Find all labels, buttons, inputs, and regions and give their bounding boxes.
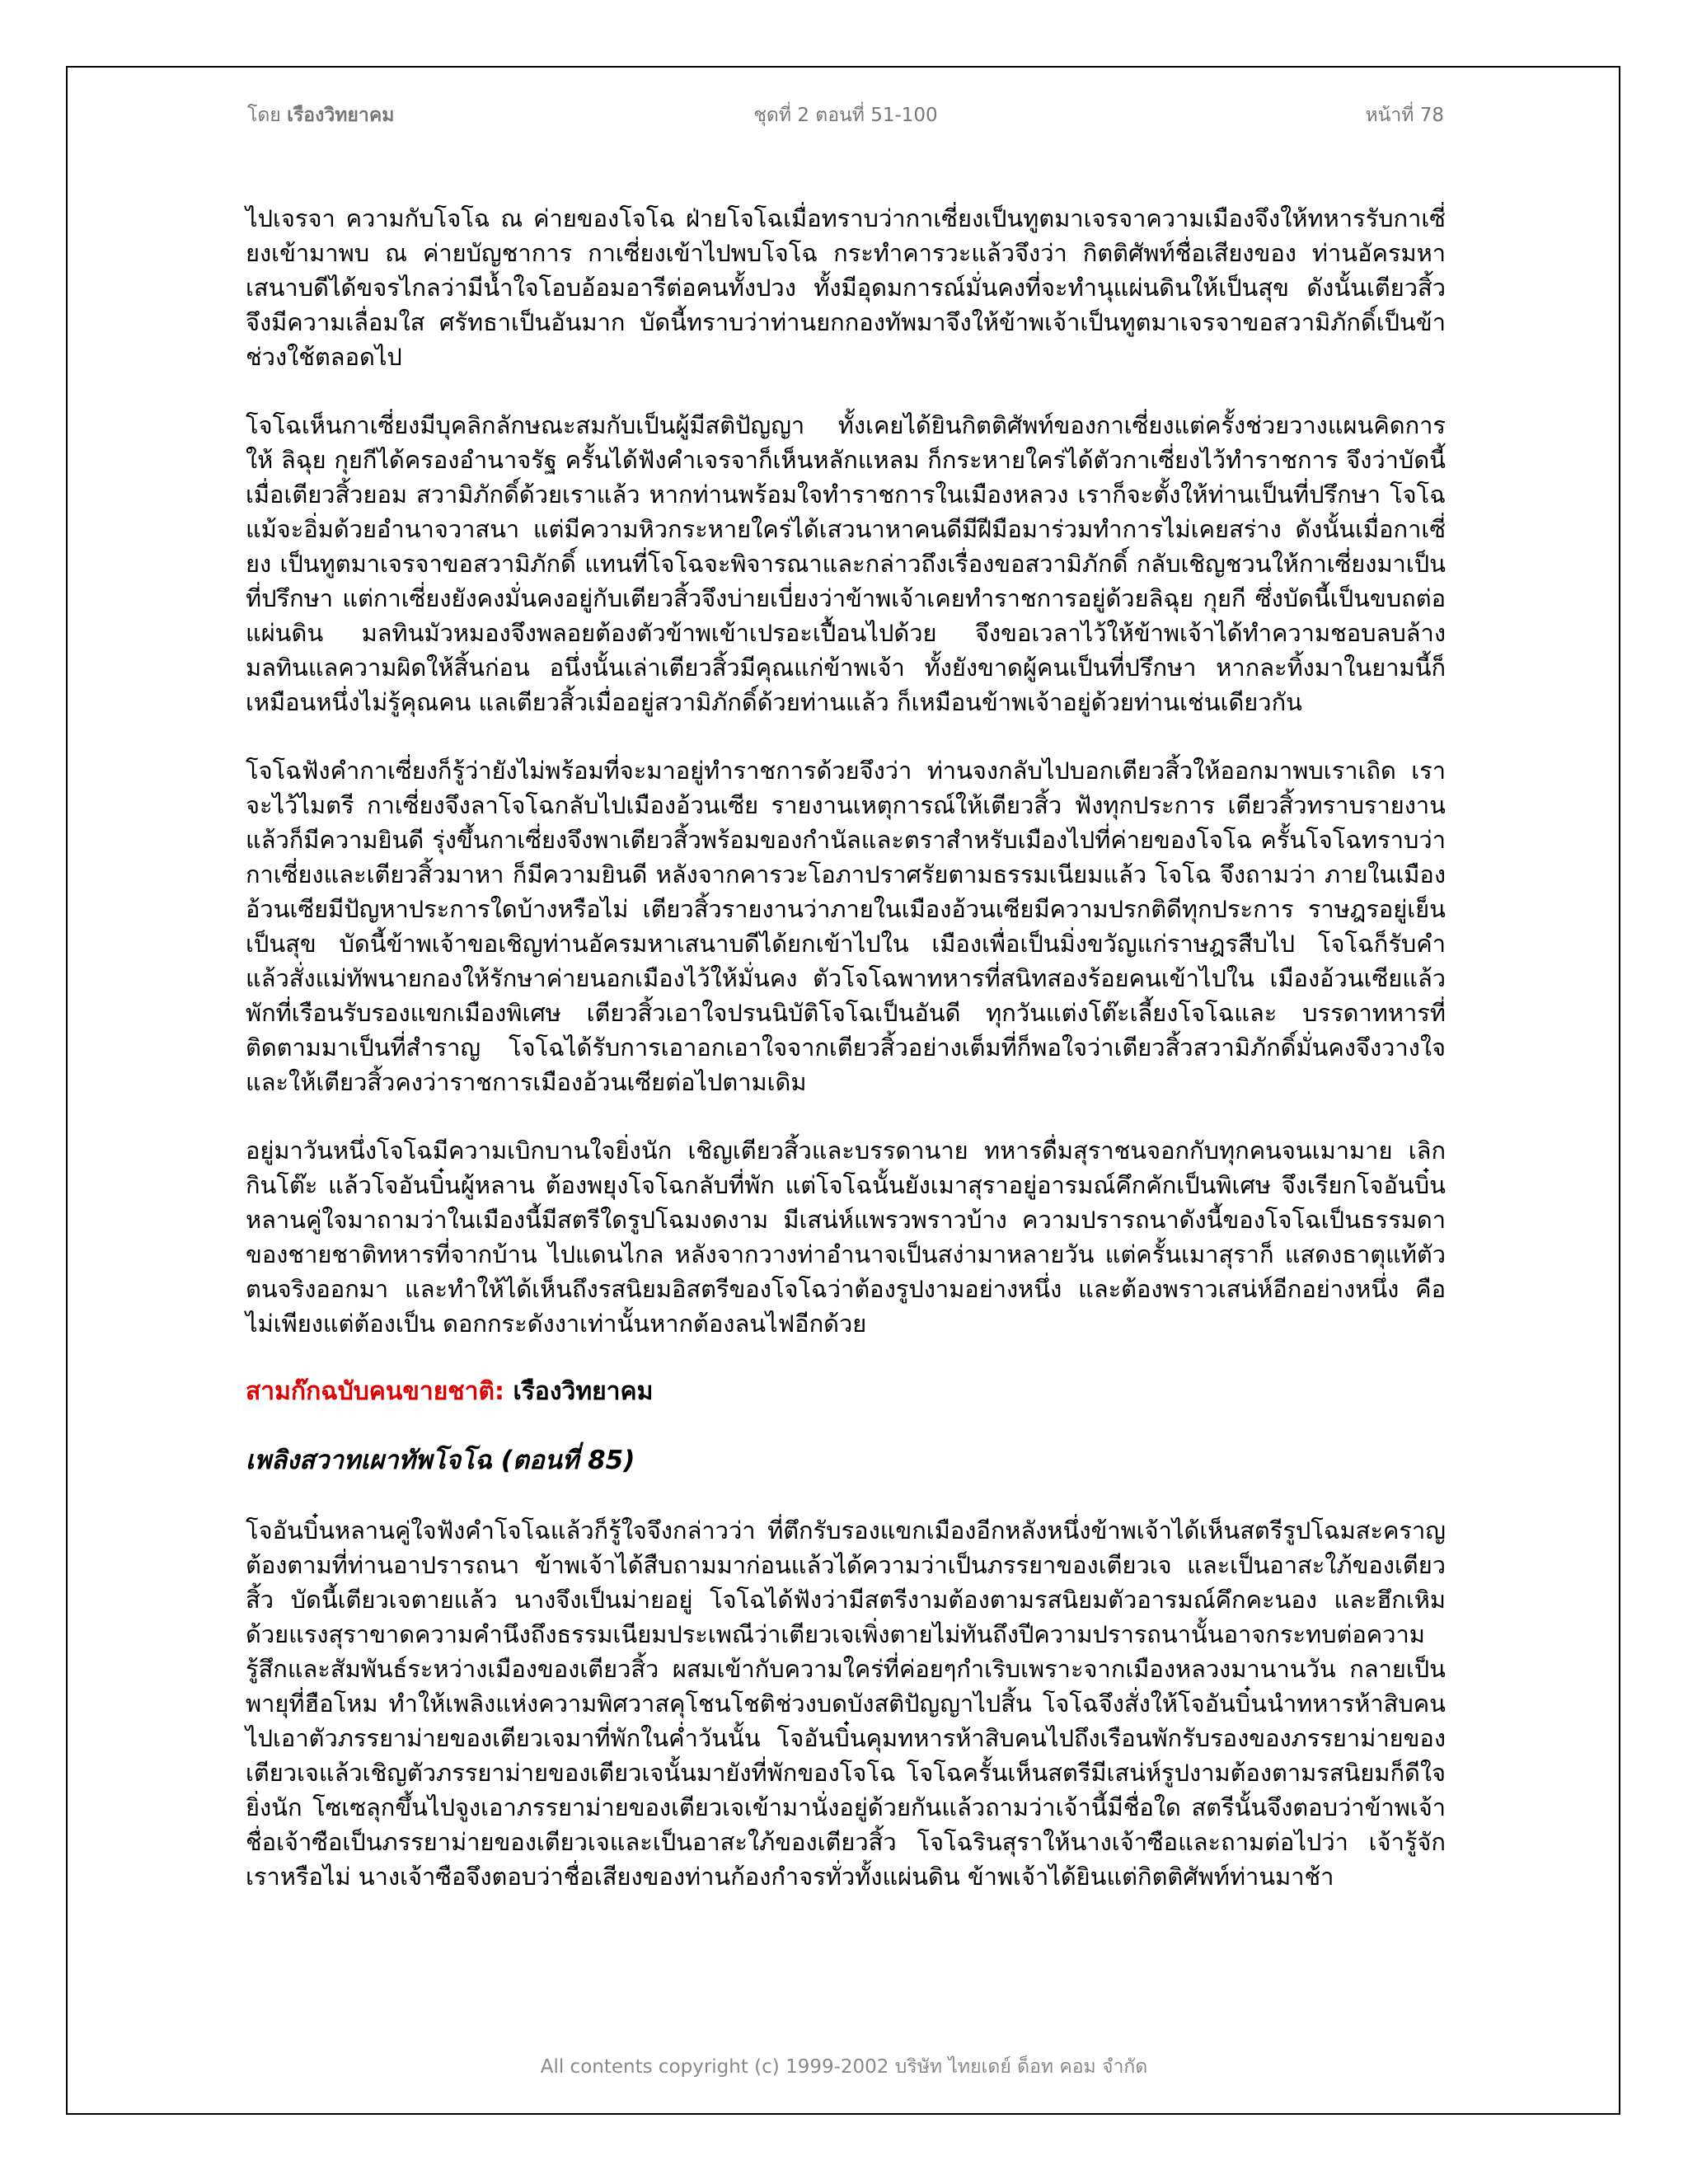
paragraph: อยู่มาวันหนึ่งโจโฉมีความเบิกบานใจยิ่งนัก เชิญเตียวสิ้วและบรรดานาย ทหารดื่มสุราชนจอกกับทุกคนจนเมามาย เลิกกินโต๊ะ แล้วโจอันบิ๋นผู้หลาน ต้องพยุงโจโฉกลับที่พัก แต่โจโฉนั้นยังเมาสุราอยู่อารมณ์คึกคักเป็นพิเศษ จึงเรียกโจอันบิ๋นหลานคู่ใจมาถามว่าในเมืองนี้มีสตรีใดรูปโฉมงดงาม มีเสน่ห์แพรวพราวบ้าง ความปรารถนาดังนี้ของโจโฉเป็นธรรมดาของชายชาติทหารที่จากบ้าน ไปแดนไกล หลังจากวางท่าอำนาจเป็นสง่ามาหลายวัน แต่ครั้นเมาสุราก็ แสดงธาตุแท้ตัวตนจริงออกมา และทำให้ได้เห็นถึงรสนิยมอิสตรีของโจโฉว่าต้องรูปงามอย่างหนึ่ง และต้องพราวเสน่ห์อีกอย่างหนึ่ง คือไม่เพียงแต่ต้องเป็น ดอกกระดังงาเท่านั้นหากต้องลนไฟอีกด้วย	[246, 1137, 1446, 1338]
section-author: เรืองวิทยาคม	[513, 1377, 654, 1406]
header-page-number: หน้าที่ 78	[1365, 105, 1444, 126]
section-label: สามก๊กฉบับคนขายชาติ:	[246, 1377, 504, 1406]
episode-title: เพลิงสวาทเผาทัพโจโฉ (ตอนที่ 85)	[246, 1446, 635, 1475]
section-heading	[246, 1375, 1446, 1409]
paragraph: ไปเจรจา ความกับโจโฉ ณ ค่ายของโจโฉ ฝ่ายโจโฉเมื่อทราบว่ากาเซี่ยงเป็นทูตมาเจรจาความเมืองจึงให้ทหารรับกาเซี่ยงเข้ามาพบ ณ ค่ายบัญชาการ กาเซี่ยงเข้าไปพบโจโฉ กระทำคารวะแล้วจึงว่า กิตติศัพท์ชื่อเสียงของ ท่านอัครมหาเสนาบดีได้ขจรไกลว่ามีน้ำใจโอบอ้อมอารีต่อคนทั้งปวง ทั้งมีอุดมการณ์มั่นคงที่จะทำนุแผ่นดินให้เป็นสุข ดังนั้นเตียวสิ้วจึงมีความเลื่อมใส ศรัทธาเป็นอันมาก บัดนี้ทราบว่าท่านยกกองทัพมาจึงให้ข้าพเจ้าเป็นทูตมาเจรจาขอสวามิภักดิ์เป็นข้าช่วงใช้ตลอดไป	[246, 204, 1446, 371]
article-body	[246, 201, 1446, 1928]
paragraph: โจโฉฟังคำกาเซี่ยงก็รู้ว่ายังไม่พร้อมที่จะมาอยู่ทำราชการด้วยจึงว่า ท่านจงกลับไปบอกเตียวสิ้วให้ออกมาพบเราเถิด เราจะไว้ไมตรี กาเซี่ยงจึงลาโจโฉกลับไปเมืองอ้วนเซีย รายงานเหตุการณ์ให้เตียวสิ้ว ฟังทุกประการ เตียวสิ้วทราบรายงานแล้วก็มีความยินดี รุ่งขึ้นกาเซี่ยงจึงพาเตียวสิ้วพร้อมของกำนัลและตราสำหรับเมืองไปที่ค่ายของโจโฉ ครั้นโจโฉทราบว่ากาเซี่ยงและเตียวสิ้วมาหา ก็มีความยินดี หลังจากคารวะโอภาปราศรัยตามธรรมเนียมแล้ว โจโฉ จึงถามว่า ภายในเมืองอ้วนเซียมีปัญหาประการใดบ้างหรือไม่ เตียวสิ้วรายงานว่าภายในเมืองอ้วนเซียมีความปรกติดีทุกประการ ราษฎรอยู่เย็นเป็นสุข บัดนี้ข้าพเจ้าขอเชิญท่านอัครมหาเสนาบดีได้ยกเข้าไปใน เมืองเพื่อเป็นมิ่งขวัญแก่ราษฎรสืบไป โจโฉก็รับคำ แล้วสั่งแม่ทัพนายกองให้รักษาค่ายนอกเมืองไว้ให้มั่นคง ตัวโจโฉพาทหารที่สนิทสองร้อยคนเข้าไปใน เมืองอ้วนเซียแล้วพักที่เรือนรับรองแขกเมืองพิเศษ เตียวสิ้วเอาใจปรนนิบัติโจโฉเป็นอันดี ทุกวันแต่งโต๊ะเลี้ยงโจโฉและ บรรดาทหารที่ติดตามมาเป็นที่สำราญ โจโฉได้รับการเอาอกเอาใจจากเตียวสิ้วอย่างเต็มที่ก็พอใจว่าเตียวสิ้วสวามิภักดิ์มั่นคงจึงวางใจและให้เตียวสิ้วคงว่าราชการเมืองอ้วนเซียต่อไปตามเดิม	[246, 757, 1446, 1096]
author-name: เรืองวิทยาคม	[287, 105, 395, 126]
page-header	[247, 101, 1444, 134]
paragraph: โจอันบิ๋นหลานคู่ใจฟังคำโจโฉแล้วก็รู้ใจจึงกล่าวว่า ที่ตึกรับรองแขกเมืองอีกหลังหนึ่งข้าพเจ้าได้เห็นสตรีรูปโฉมสะคราญต้องตามที่ท่านอาปรารถนา ข้าพเจ้าได้สืบถามมาก่อนแล้วได้ความว่าเป็นภรรยาของเตียวเจ และเป็นอาสะใภ้ของเตียวสิ้ว บัดนี้เตียวเจตายแล้ว นางจึงเป็นม่ายอยู่ โจโฉได้ฟังว่ามีสตรีงามต้องตามรสนิยมตัวอารมณ์คึกคะนอง และฮึกเหิมด้วยแรงสุราขาดความคำนึงถึงธรรมเนียมประเพณีว่าเตียวเจเพิ่งตายไม่ทันถึงปีความปรารถนานั้นอาจกระทบต่อความรู้สึกและสัมพันธ์ระหว่างเมืองของเตียวสิ้ว ผสมเข้ากับความใคร่ที่ค่อยๆกำเริบเพราะจากเมืองหลวงมานานวัน กลายเป็นพายุที่ฮือโหม ทำให้เพลิงแห่งความพิศวาสคุโชนโชติช่วงบดบังสติปัญญาไปสิ้น โจโฉจึงสั่งให้โจอันบิ๋นนำทหารห้าสิบคนไปเอาตัวภรรยาม่ายของเตียวเจมาที่พักในค่ำวันนั้น โจอันบิ๋นคุมทหารห้าสิบคนไปถึงเรือนพักรับรองของภรรยาม่ายของเตียวเจแล้วเชิญตัวภรรยาม่ายของเตียวเจนั้นมายังที่พักของโจโฉ โจโฉครั้นเห็นสตรีมีเสน่ห์รูปงามต้องตามรสนิยมก็ดีใจยิ่งนัก โซเซลุกขึ้นไปจูงเอาภรรยาม่ายของเตียวเจเข้ามานั่งอยู่ด้วยกันแล้วถามว่าเจ้านี้มีชื่อใด สตรีนั้นจึงตอบว่าข้าพเจ้าชื่อเจ้าซือเป็นภรรยาม่ายของเตียวเจและเป็นอาสะใภ้ของเตียวสิ้ว โจโฉรินสุราให้นางเจ้าซือและถามต่อไปว่า เจ้ารู้จักเราหรือไม่ นางเจ้าซือจึงตอบว่าชื่อเสียงของท่านก้องกำจรทั่วทั้งแผ่นดิน ข้าพเจ้าได้ยินแต่กิตติศัพท์ท่านมาช้า	[246, 1516, 1446, 1891]
author-prefix: โดย	[247, 105, 281, 126]
copyright-footer: All contents copyright (c) 1999-2002 บริษัท ไทยเดย์ ด็อท คอม จำกัด	[540, 2056, 1148, 2078]
paragraph: โจโฉเห็นกาเซี่ยงมีบุคลิกลักษณะสมกับเป็นผู้มีสติปัญญา ทั้งเคยได้ยินกิตติศัพท์ของกาเซี่ยงแต่ครั้งช่วยวางแผนคิดการให้ ลิฉุย กุยกีได้ครองอำนาจรัฐ ครั้นได้ฟังคำเจรจาก็เห็นหลักแหลม ก็กระหายใคร่ได้ตัวกาเซี่ยงไว้ทำราชการ จึงว่าบัดนี้เมื่อเตียวสิ้วยอม สวามิภักดิ์ด้วยเราแล้ว หากท่านพร้อมใจทำราชการในเมืองหลวง เราก็จะตั้งให้ท่านเป็นที่ปรึกษา โจโฉแม้จะอิ่มด้วยอำนาจวาสนา แต่มีความหิวกระหายใคร่ได้เสวนาหาคนดีมีฝีมือมาร่วมทำการไม่เคยสร่าง ดังนั้นเมื่อกาเซี่ยง เป็นทูตมาเจรจาขอสวามิภักดิ์ แทนที่โจโฉจะพิจารณาและกล่าวถึงเรื่องขอสวามิภักดิ์ กลับเชิญชวนให้กาเซี่ยงมาเป็นที่ปรึกษา แต่กาเซี่ยงยังคงมั่นคงอยู่กับเตียวสิ้วจึงบ่ายเบี่ยงว่าข้าพเจ้าเคยทำราชการอยู่ด้วยลิฉุย กุยกี ซึ่งบัดนี้เป็นขบถต่อแผ่นดิน มลทินมัวหมองจึงพลอยต้องตัวข้าพเข้าเปรอะเปื้อนไปด้วย จึงขอเวลาไว้ให้ข้าพเจ้าได้ทำความชอบลบล้างมลทินแลความผิดให้สิ้นก่อน อนึ่งนั้นเล่าเตียวสิ้วมีคุณแก่ข้าพเจ้า ทั้งยังขาดผู้คนเป็นที่ปรึกษา หากละทิ้งมาในยามนี้ก็เหมือนหนึ่งไม่รู้คุณคน แลเตียวสิ้วเมื่ออยู่สวามิภักดิ์ด้วยท่านแล้ว ก็เหมือนข้าพเจ้าอยู่ด้วยท่านเช่นเดียวกัน	[246, 411, 1446, 716]
header-series: ชุดที่ 2 ตอนที่ 51-100	[753, 105, 938, 126]
